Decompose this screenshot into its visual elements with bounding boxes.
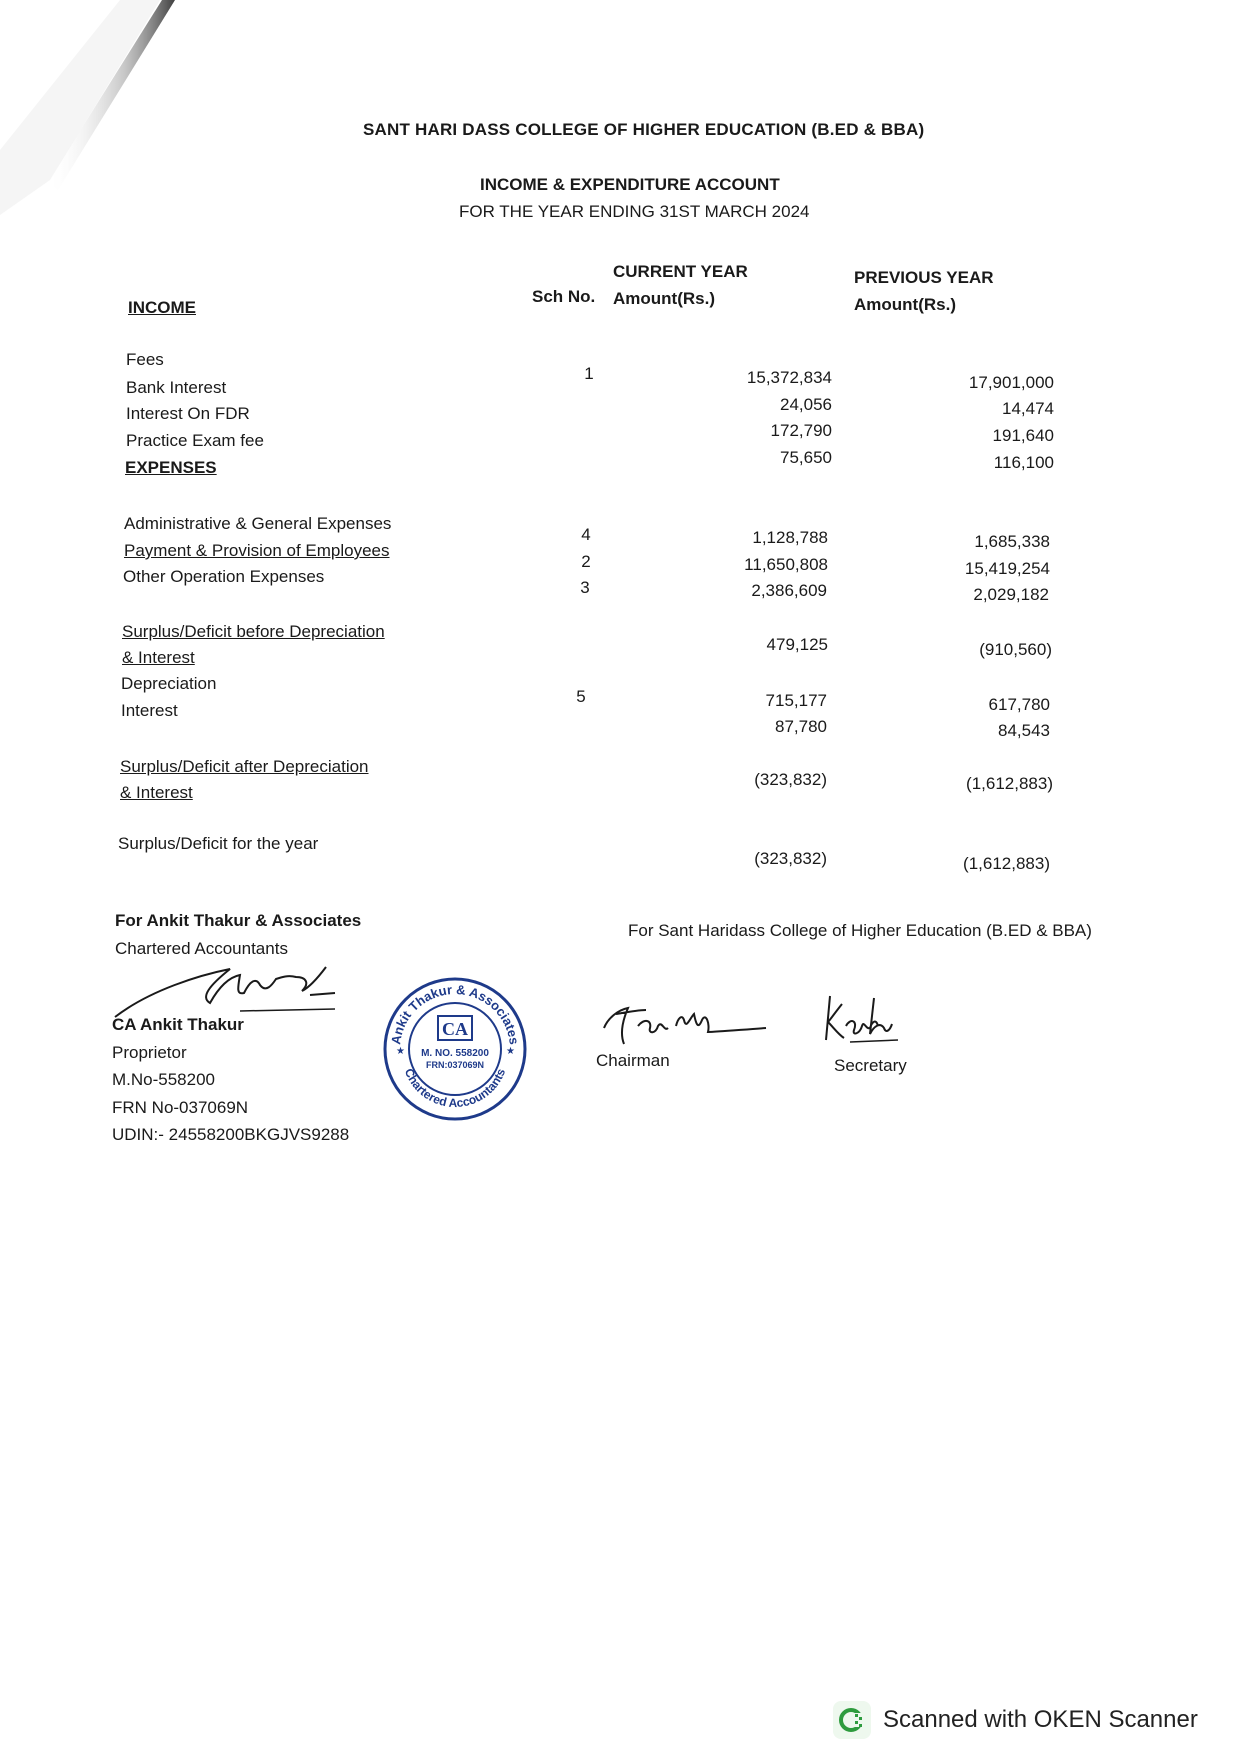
income-label-bank-interest: Bank Interest	[126, 378, 227, 397]
auditor-type: Chartered Accountants	[115, 938, 288, 958]
expense-label-admin: Administrative & General Expenses	[124, 514, 392, 533]
auditor-frn: FRN No-037069N	[112, 1097, 249, 1117]
statement-title: INCOME & EXPENDITURE ACCOUNT	[480, 175, 780, 194]
surplus-after-current: (323,832)	[754, 770, 827, 789]
ca-stamp	[380, 974, 530, 1124]
income-label-fees: Fees	[126, 350, 164, 369]
surplus-before-label-line1: Surplus/Deficit before Depreciation	[122, 622, 385, 641]
col-previous-year	[854, 264, 994, 318]
income-previous-fees: 17,901,000	[968, 373, 1054, 392]
auditor-details	[112, 1011, 349, 1149]
depreciation-label: Depreciation	[121, 674, 217, 693]
income-current-bank-interest: 24,056	[780, 395, 832, 414]
expense-sch-other: 3	[580, 578, 590, 597]
svg-text:★: ★	[396, 1046, 405, 1057]
svg-text:M. NO. 558200: M. NO. 558200	[421, 1048, 489, 1059]
secretary-signature	[820, 990, 900, 1050]
income-heading: INCOME	[128, 298, 196, 317]
income-sch-fees: 1	[584, 364, 594, 383]
depreciation-sch: 5	[576, 687, 586, 706]
expense-previous-other: 2,029,182	[973, 585, 1049, 604]
surplus-year-current: (323,832)	[754, 849, 827, 868]
depreciation-current: 715,177	[765, 691, 827, 710]
col-current-year	[613, 258, 748, 312]
svg-text:★: ★	[506, 1046, 515, 1057]
surplus-year-previous: (1,612,883)	[963, 854, 1050, 873]
expense-previous-admin: 1,685,338	[974, 532, 1050, 551]
svg-text:FRN:037069N: FRN:037069N	[425, 1060, 485, 1070]
svg-text:Ankit Thakur & Associates: Ankit Thakur & Associates	[388, 981, 522, 1046]
income-previous-bank-interest: 14,474	[1002, 399, 1054, 418]
surplus-before-label-line2: & Interest	[122, 648, 195, 667]
col-previous-year-line2: Amount(Rs.)	[854, 295, 956, 314]
surplus-after-label-line2: & Interest	[120, 783, 193, 802]
col-sch-no: Sch No.	[532, 287, 596, 306]
svg-text:Chartered Accountants: Chartered Accountants	[401, 1066, 509, 1111]
interest-previous: 84,543	[998, 721, 1050, 740]
surplus-after-previous: (1,612,883)	[966, 774, 1053, 793]
auditor-designation: Proprietor	[112, 1042, 187, 1062]
oken-scanner-logo-icon	[833, 1701, 871, 1739]
col-previous-year-line1: PREVIOUS YEAR	[854, 268, 994, 287]
svg-text:CA: CA	[442, 1019, 468, 1039]
auditor-name: CA Ankit Thakur	[112, 1015, 244, 1034]
secretary-label: Secretary	[834, 1056, 907, 1075]
depreciation-previous: 617,780	[988, 695, 1050, 714]
interest-label: Interest	[121, 701, 178, 720]
scanner-label: Scanned with OKEN Scanner	[883, 1706, 1198, 1733]
chairman-signature	[598, 998, 773, 1053]
surplus-before-previous: (910,560)	[979, 640, 1052, 659]
income-current-practice-exam: 75,650	[780, 448, 832, 467]
statement-period: FOR THE YEAR ENDING 31ST MARCH 2024	[459, 202, 810, 221]
scan-shadow-artifact	[0, 0, 190, 230]
interest-current: 87,780	[775, 717, 827, 736]
surplus-year-label: Surplus/Deficit for the year	[118, 834, 319, 853]
expense-sch-admin: 4	[581, 525, 591, 544]
scanner-watermark	[833, 1700, 1198, 1740]
income-label-practice-exam: Practice Exam fee	[126, 431, 264, 450]
income-previous-practice-exam: 116,100	[993, 453, 1054, 472]
auditor-membership: M.No-558200	[112, 1070, 216, 1089]
auditor-firm: For Ankit Thakur & Associates	[115, 911, 362, 930]
auditor-udin: UDIN:- 24558200BKGJVS9288	[112, 1125, 350, 1144]
institution-name: SANT HARI DASS COLLEGE OF HIGHER EDUCATION (B.ED & BBA)	[363, 120, 925, 139]
expense-label-employees: Payment & Provision of Employees	[124, 541, 390, 560]
college-for-text: For Sant Haridass College of Higher Education (B.ED & BBA)	[628, 921, 1092, 940]
surplus-after-label-line1: Surplus/Deficit after Depreciation	[120, 757, 369, 776]
expense-current-other: 2,386,609	[751, 581, 827, 600]
income-current-fees: 15,372,834	[746, 368, 832, 387]
income-previous-interest-fdr: 191,640	[992, 426, 1054, 445]
expense-previous-employees: 15,419,254	[964, 559, 1050, 578]
auditor-block	[115, 907, 361, 962]
surplus-before-current: 479,125	[766, 635, 828, 654]
expense-label-other: Other Operation Expenses	[123, 567, 325, 586]
income-current-interest-fdr: 172,790	[770, 421, 832, 440]
expense-sch-employees: 2	[581, 552, 591, 571]
col-current-year-line1: CURRENT YEAR	[613, 262, 748, 281]
expenses-heading: EXPENSES	[125, 458, 217, 477]
income-label-interest-fdr: Interest On FDR	[126, 404, 250, 423]
expense-current-admin: 1,128,788	[752, 528, 828, 547]
chairman-label: Chairman	[596, 1051, 670, 1070]
expense-current-employees: 11,650,808	[744, 555, 828, 574]
col-current-year-line2: Amount(Rs.)	[613, 289, 715, 308]
